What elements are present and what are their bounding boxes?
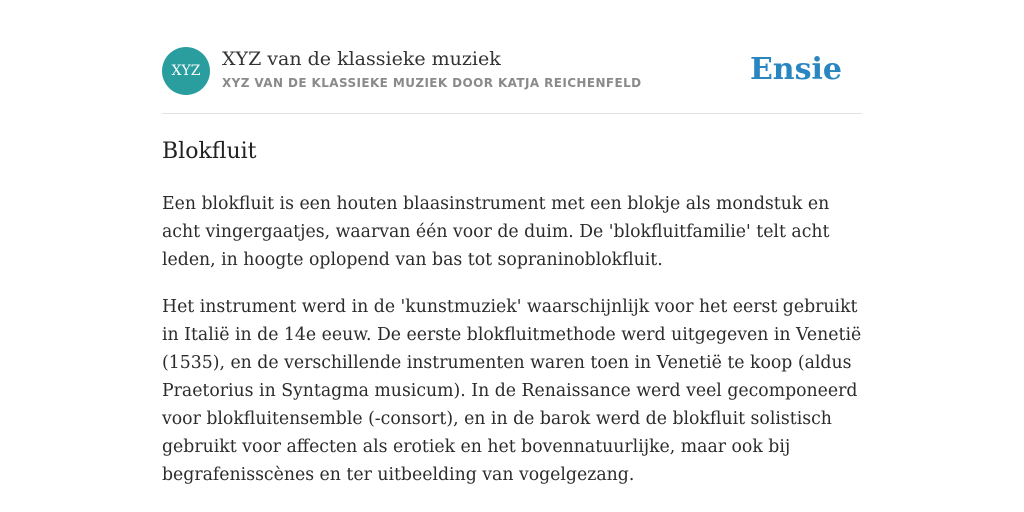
article-paragraph: Een blokfluit is een houten blaasinstrument met een blokje als mondstuk en acht vingergaatjes, waarvan één voor de duim. De 'blokfluitfamilie' telt acht leden, in hoogte oplopend van bas tot sopraninoblokfluit.	[162, 194, 830, 270]
article-body	[162, 190, 862, 508]
article-paragraph: Het instrument werd in de 'kunstmuziek' waarschijnlijk voor het eerst gebruikt in Italië in de 14e eeuw. De eerste blokfluitmethode werd uitgegeven in Venetië (1535), en de verschillende instrumenten waren toen in Venetië te koop (aldus Praetorius in Syntagma musicum). In de Renaissance werd veel gecomponeerd voor blokfluitensemble (-consort), en in de barok werd de blokfluit solistisch gebruikt voor affecten als erotiek en het bovennatuurlijke, maar ook bij begrafenisscènes en ter uitbeelding van vogelgezang.	[162, 297, 862, 485]
article-title: Blokfluit	[162, 139, 257, 164]
ensie-logo[interactable]: Ensie	[749, 52, 842, 87]
header-divider	[162, 113, 862, 114]
source-subtitle: XYZ VAN DE KLASSIEKE MUZIEK DOOR KATJA REICHENFELD	[222, 76, 642, 90]
source-avatar[interactable]: XYZ	[162, 47, 210, 95]
source-header	[162, 47, 862, 113]
source-title[interactable]: XYZ van de klassieke muziek	[222, 48, 501, 70]
